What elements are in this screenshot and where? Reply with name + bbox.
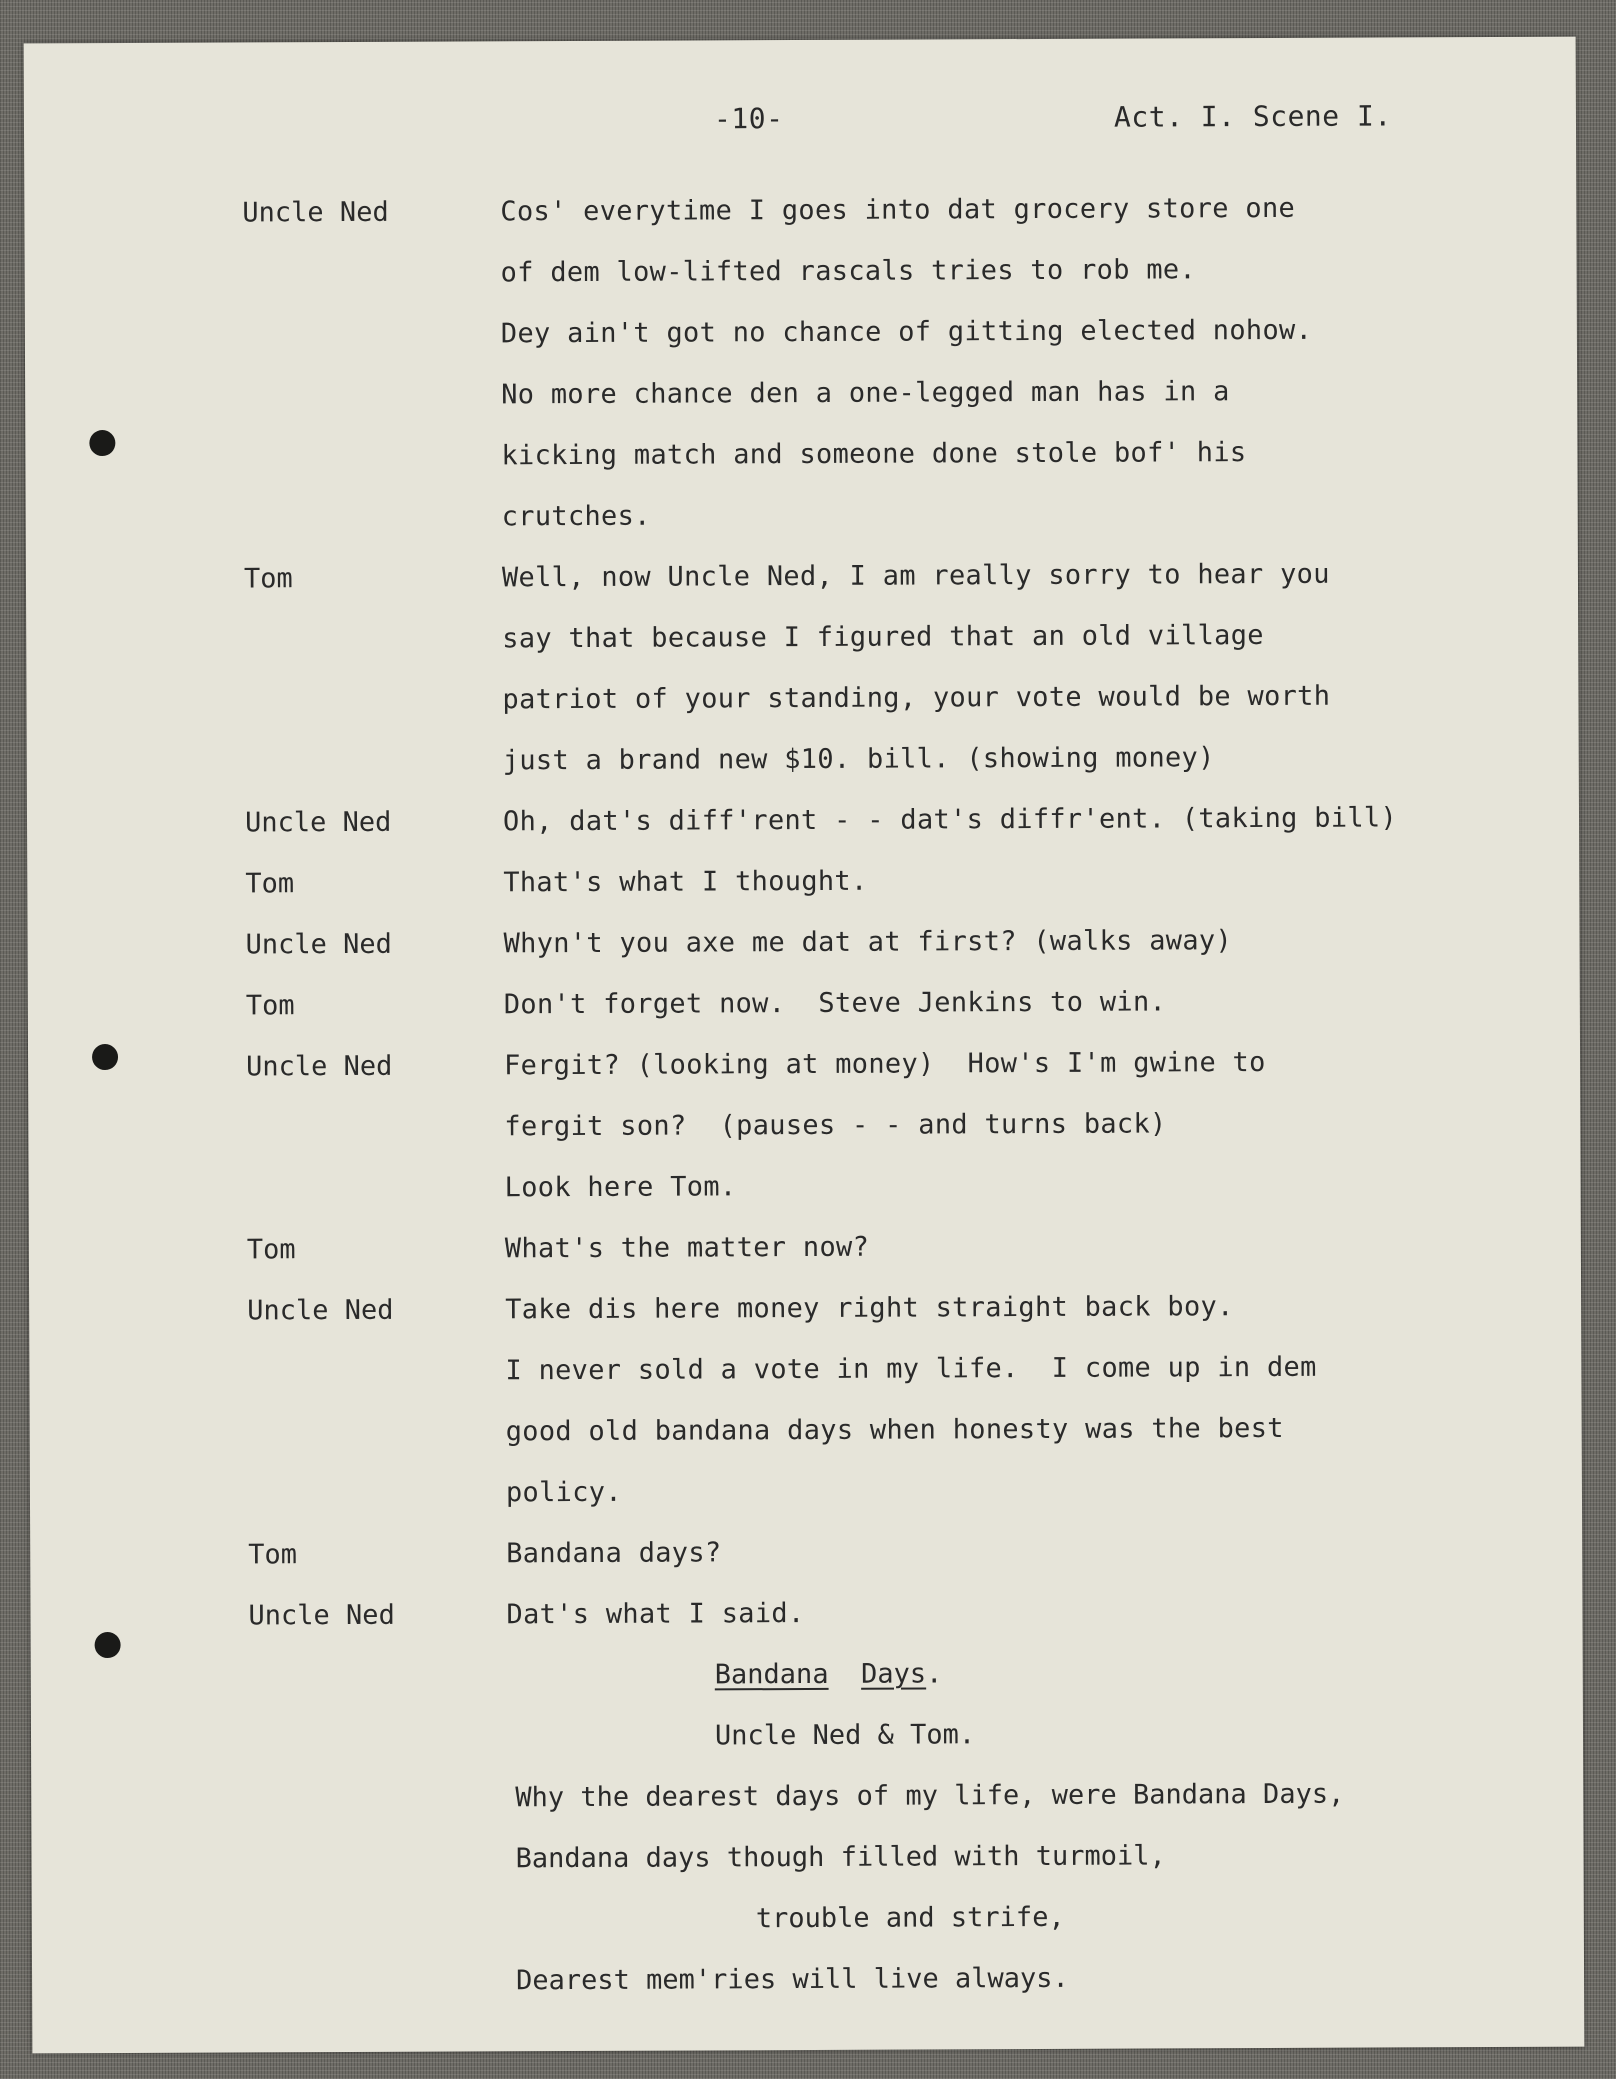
dialogue-row: [25, 421, 1577, 489]
lyric-line: Why the dearest days of my life, were Bandana Days,: [515, 1778, 1345, 1814]
dialogue-line: Bandana days?: [506, 1537, 722, 1570]
dialogue-line: No more chance den a one-legged man has in a: [501, 376, 1230, 411]
song-title-period: .: [926, 1658, 943, 1690]
dialogue-row: [24, 238, 1576, 306]
dialogue-line: of dem low-lifted rascals tries to rob me.: [500, 254, 1197, 289]
dialogue-row: [24, 177, 1576, 245]
speaker-name: Tom: [245, 990, 295, 1022]
dialogue-line: say that because I figured that an old village: [502, 619, 1264, 655]
dialogue-row: [28, 1092, 1580, 1160]
speaker-name: Tom: [248, 1539, 298, 1571]
dialogue-line: kicking match and someone done stole bof' his: [501, 437, 1247, 472]
dialogue-line: What's the matter now?: [504, 1231, 870, 1265]
dialogue-line: crutches.: [501, 500, 651, 533]
dialogue-row: [29, 1275, 1581, 1343]
speaker-name: Uncle Ned: [248, 1599, 395, 1632]
dialogue-line: fergit son? (pauses - - and turns back): [504, 1108, 1167, 1143]
dialogue-row: [28, 1031, 1580, 1099]
dialogue-row: [27, 726, 1579, 794]
dialogue-line: Well, now Uncle Ned, I am really sorry to hear you: [501, 558, 1330, 594]
lyric-row: [31, 1763, 1583, 1831]
dialogue-row: [30, 1397, 1582, 1465]
dialogue-row: [25, 360, 1577, 428]
dialogue-line: Cos' everytime I goes into dat grocery store one: [500, 192, 1296, 228]
dialogue-row: [30, 1519, 1582, 1587]
scene-heading: Act. I. Scene I.: [1113, 99, 1392, 134]
dialogue-line: Dat's what I said.: [506, 1598, 805, 1631]
lyric-row: [32, 1885, 1584, 1953]
dialogue-line: policy.: [505, 1476, 622, 1509]
dialogue-row: [29, 1336, 1581, 1404]
dialogue-row: [29, 1214, 1581, 1282]
speaker-name: Uncle Ned: [242, 196, 389, 229]
dialogue-row: [28, 1153, 1580, 1221]
dialogue-line: Don't forget now. Steve Jenkins to win.: [503, 986, 1167, 1021]
lyric-row: [31, 1824, 1583, 1892]
song-credit: Uncle Ned & Tom.: [714, 1719, 976, 1752]
song-title-word: Days: [860, 1658, 927, 1690]
script-body: [24, 177, 1584, 2014]
song-title-row: [31, 1641, 1583, 1709]
dialogue-line: Oh, dat's diff'rent - - dat's diffr'ent. (taking bill): [502, 802, 1398, 838]
dialogue-row: [26, 665, 1578, 733]
speaker-name: Tom: [243, 563, 293, 595]
song-credit-row: [31, 1702, 1583, 1770]
dialogue-line: Take dis here money right straight back boy.: [505, 1291, 1234, 1326]
dialogue-line: Fergit? (looking at money) How's I'm gwine to: [504, 1046, 1266, 1082]
speaker-name: Tom: [245, 868, 295, 900]
lyric-line: Bandana days though filled with turmoil,: [515, 1840, 1166, 1875]
song-title-word: Bandana: [714, 1658, 829, 1691]
lyric-row: [32, 1946, 1584, 2014]
dialogue-row: [30, 1580, 1582, 1648]
speaker-name: Tom: [246, 1234, 296, 1266]
dialogue-line: patriot of your standing, your vote would be worth: [502, 680, 1331, 716]
speaker-name: Uncle Ned: [244, 806, 392, 839]
speaker-name: Uncle Ned: [246, 1050, 393, 1083]
dialogue-row: [27, 848, 1579, 916]
dialogue-row: [26, 482, 1578, 550]
dialogue-line: Whyn't you axe me dat at first? (walks away): [503, 925, 1233, 960]
dialogue-row: [27, 909, 1579, 977]
dialogue-line: Look here Tom.: [504, 1171, 737, 1204]
dialogue-line: just a brand new $10. bill. (showing money): [502, 742, 1215, 777]
song-title: [715, 1643, 943, 1705]
dialogue-row: [27, 787, 1579, 855]
dialogue-row: [28, 970, 1580, 1038]
dialogue-line: Dey ain't got no chance of gitting elected nohow.: [500, 314, 1313, 350]
dialogue-line: That's what I thought.: [503, 865, 868, 899]
dialogue-row: [26, 543, 1578, 611]
dialogue-row: [26, 604, 1578, 672]
lyric-line: Dearest mem'ries will live always.: [516, 1962, 1069, 1997]
typescript-page: [24, 37, 1585, 2054]
lyric-line: trouble and strife,: [755, 1901, 1065, 1935]
page-number: -10-: [713, 102, 784, 136]
speaker-name: Uncle Ned: [247, 1294, 394, 1327]
dialogue-row: [25, 299, 1577, 367]
dialogue-line: I never sold a vote in my life. I come up in dem: [505, 1351, 1317, 1387]
speaker-name: Uncle Ned: [245, 928, 392, 961]
dialogue-row: [30, 1458, 1582, 1526]
dialogue-line: good old bandana days when honesty was the best: [505, 1412, 1284, 1448]
